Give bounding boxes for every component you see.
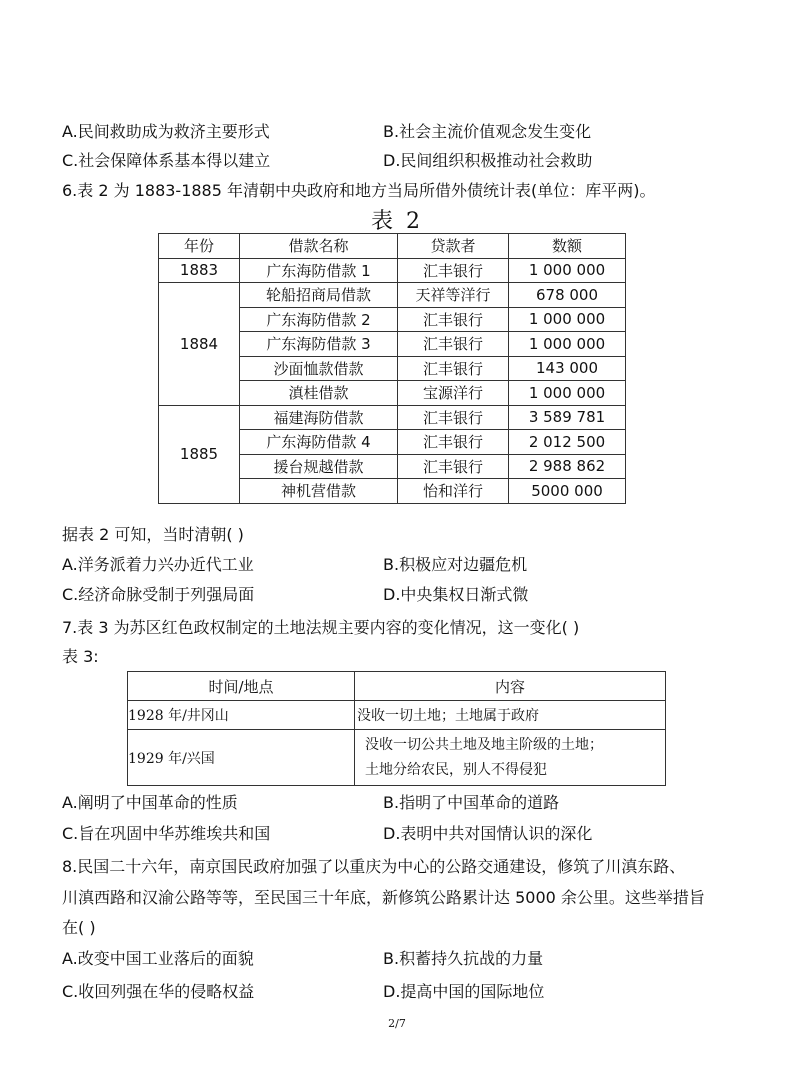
content-line: 土地分给农民，别人不得侵犯 — [365, 761, 547, 778]
lender-cell: 天祥等洋行 — [398, 283, 509, 308]
time-place-cell: 1928 年/井冈山 — [128, 701, 355, 730]
loan-name-cell: 援台规越借款 — [240, 454, 398, 479]
amount-cell: 1 000 000 — [509, 332, 626, 357]
amount-cell: 1 000 000 — [509, 381, 626, 406]
table-2-title: 表 2 — [371, 209, 423, 234]
year-cell: 1883 — [159, 258, 240, 283]
header-loan-name: 借款名称 — [240, 234, 398, 259]
q7-option-a: A.阐明了中国革命的性质 — [62, 793, 238, 812]
lender-cell: 汇丰银行 — [398, 332, 509, 357]
q8-option-c: C.收回列强在华的侵略权益 — [62, 982, 255, 1001]
header-content: 内容 — [355, 672, 666, 701]
header-lender: 贷款者 — [398, 234, 509, 259]
lender-cell: 汇丰银行 — [398, 405, 509, 430]
content-line: 没收一切公共土地及地主阶级的土地； — [365, 736, 603, 753]
lender-cell: 怡和洋行 — [398, 479, 509, 504]
loan-name-cell: 神机营借款 — [240, 479, 398, 504]
q8-option-a: A.改变中国工业落后的面貌 — [62, 949, 254, 968]
land-law-table — [127, 671, 666, 786]
amount-cell: 2 988 862 — [509, 454, 626, 479]
q6-stem: 6.表 2 为 1883-1885 年清朝中央政府和地方当局所借外债统计表(单位：库平两)。 — [62, 181, 656, 200]
table-row — [159, 258, 626, 283]
loan-name-cell: 广东海防借款 1 — [240, 258, 398, 283]
header-year: 年份 — [159, 234, 240, 259]
content-cell: 没收一切土地；土地属于政府 — [355, 701, 666, 730]
lender-cell: 汇丰银行 — [398, 258, 509, 283]
table-header-row — [128, 672, 666, 701]
loan-name-cell: 广东海防借款 2 — [240, 307, 398, 332]
q8-stem-line-2: 川滇西路和汉渝公路等等，至民国三十年底，新修筑公路累计达 5000 余公里。这些举措旨 — [62, 888, 705, 907]
table-3-label: 表 3: — [62, 647, 99, 666]
loan-name-cell: 广东海防借款 3 — [240, 332, 398, 357]
amount-cell: 1 000 000 — [509, 307, 626, 332]
amount-cell: 3 589 781 — [509, 405, 626, 430]
q7-stem: 7.表 3 为苏区红色政权制定的土地法规主要内容的变化情况，这一变化( ) — [62, 618, 580, 637]
lender-cell: 汇丰银行 — [398, 430, 509, 455]
lender-cell: 汇丰银行 — [398, 356, 509, 381]
table-row — [159, 283, 626, 308]
q6-option-d: D.中央集权日渐式微 — [383, 585, 529, 604]
q5-option-a: A.民间救助成为救济主要形式 — [62, 122, 270, 141]
q6-option-b: B.积极应对边疆危机 — [383, 555, 528, 574]
page-number: 2/7 — [388, 1017, 406, 1030]
amount-cell: 678 000 — [509, 283, 626, 308]
lender-cell: 宝源洋行 — [398, 381, 509, 406]
q5-option-d: D.民间组织积极推动社会救助 — [383, 151, 593, 170]
table-row — [159, 405, 626, 430]
q5-option-b: B.社会主流价值观念发生变化 — [383, 122, 592, 141]
amount-cell: 2 012 500 — [509, 430, 626, 455]
amount-cell: 5000 000 — [509, 479, 626, 504]
header-time-place: 时间/地点 — [128, 672, 355, 701]
loan-name-cell: 广东海防借款 4 — [240, 430, 398, 455]
q7-option-c: C.旨在巩固中华苏维埃共和国 — [62, 824, 271, 843]
lender-cell: 汇丰银行 — [398, 307, 509, 332]
content-cell — [355, 730, 666, 786]
loan-name-cell: 福建海防借款 — [240, 405, 398, 430]
q6-question: 据表 2 可知，当时清朝( ) — [62, 525, 244, 544]
q8-stem-line-3: 在( ) — [62, 918, 96, 937]
q6-option-c: C.经济命脉受制于列强局面 — [62, 585, 255, 604]
q8-stem-line-1: 8.民国二十六年，南京国民政府加强了以重庆为中心的公路交通建设，修筑了川滇东路、 — [62, 857, 686, 876]
amount-cell: 143 000 — [509, 356, 626, 381]
q8-option-b: B.积蓄持久抗战的力量 — [383, 949, 544, 968]
loan-table — [158, 233, 626, 504]
q6-option-a: A.洋务派着力兴办近代工业 — [62, 555, 254, 574]
table-row — [128, 701, 666, 730]
q5-option-c: C.社会保障体系基本得以建立 — [62, 151, 271, 170]
lender-cell: 汇丰银行 — [398, 454, 509, 479]
table-row — [128, 730, 666, 786]
loan-name-cell: 沙面恤款借款 — [240, 356, 398, 381]
q7-option-d: D.表明中共对国情认识的深化 — [383, 824, 593, 843]
table-header-row — [159, 234, 626, 259]
loan-name-cell: 轮船招商局借款 — [240, 283, 398, 308]
time-place-cell: 1929 年/兴国 — [128, 730, 355, 786]
header-amount: 数额 — [509, 234, 626, 259]
year-cell: 1884 — [159, 283, 240, 406]
loan-name-cell: 滇桂借款 — [240, 381, 398, 406]
q7-option-b: B.指明了中国革命的道路 — [383, 793, 560, 812]
year-cell: 1885 — [159, 405, 240, 503]
q8-option-d: D.提高中国的国际地位 — [383, 982, 545, 1001]
amount-cell: 1 000 000 — [509, 258, 626, 283]
